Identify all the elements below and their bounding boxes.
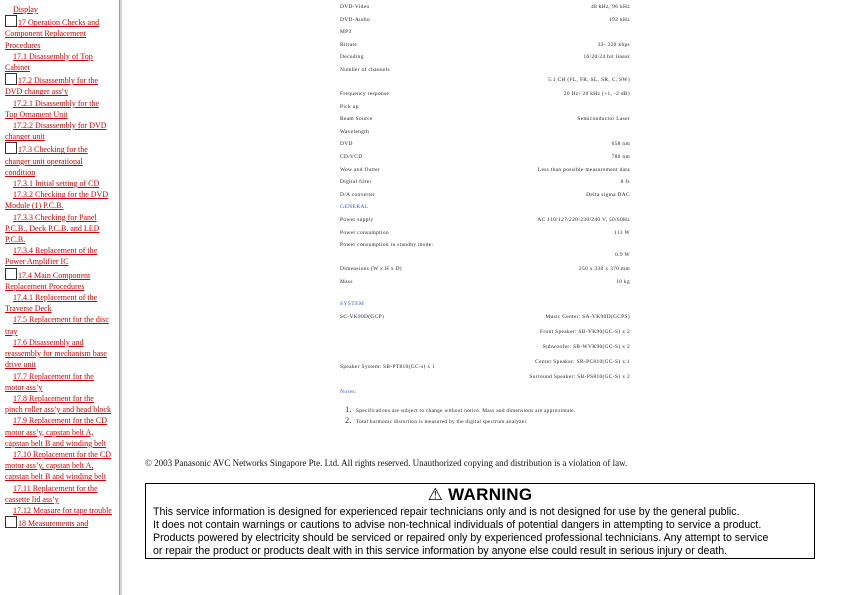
- warning-title-text: WARNING: [448, 485, 533, 504]
- spec-value: 20 Hz- 20 kHz (+1, -2 dB): [563, 90, 630, 97]
- spec-label: DVD: [340, 141, 353, 148]
- note-item: 1. Specifications are subject to change without notice. Mass and dimensions are approximate.: [354, 405, 630, 414]
- spec-row: [340, 112, 630, 125]
- spec-label: MP3: [340, 29, 352, 36]
- spec-value: 658 nm: [611, 141, 630, 148]
- spec-row: [340, 275, 630, 288]
- toc-link[interactable]: [5, 51, 113, 73]
- spec-label: Wow and flutter: [340, 166, 381, 173]
- spec-row: [340, 238, 630, 262]
- spec-label: Digital filter: [340, 179, 372, 186]
- spec-label: Power supply: [340, 216, 374, 223]
- spec-label: D/A converter: [340, 191, 376, 198]
- spec-row: [340, 100, 630, 113]
- warning-title: [146, 485, 814, 505]
- toc-checkbox-icon[interactable]: [5, 15, 17, 27]
- spec-label: Wavelength: [340, 128, 370, 135]
- spacer: [340, 287, 630, 297]
- spec-value: Delta sigma DAC: [586, 191, 630, 198]
- toc-list: [5, 4, 113, 529]
- toc-link[interactable]: [5, 415, 113, 449]
- toc-checkbox-icon[interactable]: [5, 142, 17, 154]
- toc-link[interactable]: [5, 212, 113, 246]
- warning-line: Products powered by electricity should be serviced or repaired only by experienced professional technicians. Any attempt to service: [153, 532, 769, 544]
- spec-row: [340, 38, 630, 51]
- spec-value: 780 nm: [611, 153, 630, 160]
- toc-link[interactable]: [5, 292, 113, 314]
- warning-box: [145, 483, 815, 559]
- spec-value: Semiconductor Laser: [577, 116, 630, 123]
- warning-line: It does not contain warnings or cautions to advise non-technical individuals of potential dangers in attempting to service a product.: [153, 519, 762, 531]
- spec-label: Dimensions (W x H x D): [340, 266, 402, 273]
- spec-value: 48 kHz, 96 kHz: [590, 4, 630, 10]
- spec-value: 32- 320 kbps: [597, 41, 630, 48]
- toc-link[interactable]: [5, 245, 113, 267]
- toc-link-text: 17.8 Replacement for the pinch roller ass’y and head block: [5, 393, 111, 415]
- spec-value: Less than possible measurement data: [537, 166, 630, 173]
- toc-link[interactable]: [5, 73, 113, 97]
- toc-link-text: 17.2.1 Disassembly for the Top Ornament Unit: [5, 98, 99, 119]
- warning-line: or repair the product or products dealt with in this service information by anyone else could result in serious injury or death.: [153, 545, 728, 557]
- note-item: 2. Total harmonic distortion is measured by the digital spectrum analyzer.: [354, 416, 630, 425]
- toc-link-text: 17.11 Replacement for the cassette lid ass’y: [5, 483, 98, 504]
- spec-label: Pick up: [340, 103, 359, 110]
- toc-link[interactable]: [5, 120, 113, 142]
- specifications-table: [340, 0, 630, 427]
- toc-link-text: 17.7 Replacement for the motor ass’y: [5, 371, 94, 392]
- toc-link-text: 17.3.4 Replacement of the Power Amplifier IC: [5, 246, 98, 267]
- spec-value: 8 fs: [620, 179, 630, 186]
- toc-link[interactable]: [5, 15, 113, 51]
- toc-link[interactable]: [5, 371, 113, 393]
- toc-link[interactable]: [5, 178, 113, 189]
- toc-checkbox-icon[interactable]: [5, 73, 17, 85]
- toc-link-text: 18 Measurements and: [18, 519, 89, 529]
- toc-navigation-frame: [0, 0, 118, 595]
- notes-list: [354, 405, 630, 425]
- system-heading-row: [340, 297, 630, 310]
- toc-link-text: 17.2 Disassembly for the DVD changer ass’y: [5, 76, 98, 97]
- spec-row: [340, 87, 630, 100]
- spec-value: 192 kHz: [609, 16, 630, 23]
- toc-link[interactable]: [5, 4, 113, 15]
- warning-text: [153, 506, 814, 558]
- system-heading: SYSTEM: [340, 301, 365, 308]
- toc-link[interactable]: [5, 505, 113, 516]
- section-heading: GENERAL: [340, 204, 369, 211]
- toc-link-text: 17.6 Disassembly and reassembly for mechanism base drive unit: [5, 337, 107, 370]
- section-heading-row: [340, 200, 630, 213]
- toc-link[interactable]: [5, 98, 113, 120]
- spec-row: [340, 163, 630, 176]
- spec-value: 250 x 330 x 370 mm: [578, 266, 630, 273]
- toc-link[interactable]: [5, 393, 113, 415]
- frame-divider[interactable]: [119, 0, 122, 595]
- spec-label: DVD-Video: [340, 4, 370, 10]
- notes-heading: Notes:: [340, 388, 357, 395]
- toc-link[interactable]: [5, 314, 113, 336]
- system-model: SC-VK90D(GCP): [340, 313, 385, 320]
- toc-link[interactable]: [5, 449, 113, 483]
- toc-link[interactable]: [5, 189, 113, 211]
- spec-row: [340, 226, 630, 239]
- spec-value: AC 110/127/220-230/240 V, 50/60Hz: [537, 216, 630, 223]
- spec-value: 10 kg: [616, 278, 630, 285]
- spec-label: CD/VCD: [340, 153, 363, 160]
- toc-link-text: 17.2.2 Disassembly for DVD changer unit: [5, 121, 107, 142]
- speaker-system-label: Speaker System: SB-PT810(GC-s) x 1: [340, 363, 436, 370]
- toc-link[interactable]: [5, 142, 113, 178]
- spec-row: [340, 262, 630, 275]
- warning-line: This service information is designed for experienced repair technicians only and is not designed for use by the general public.: [153, 506, 740, 518]
- toc-checkbox-icon[interactable]: [5, 516, 17, 528]
- toc-link-text: 17.1 Disassembly of Top Cabinet: [5, 51, 93, 73]
- spec-label: Power consumption in standby mode:: [340, 242, 434, 249]
- speaker-item: Front Speaker: SB-VK90(GC-S) x 2: [540, 328, 630, 335]
- spec-row: [340, 13, 630, 26]
- spec-row: [340, 0, 630, 13]
- spec-label: Number of channels: [340, 66, 391, 73]
- toc-link-text: 17.10 Replacement for the CD motor ass’y, capstan belt A, capstan belt B and winding belt: [5, 449, 111, 482]
- spec-value: 16/20/24 bit linear: [583, 54, 630, 61]
- spec-label: Power consumption: [340, 229, 389, 236]
- toc-link-text: 17.4 Main Component Replacement Procedures: [5, 270, 91, 291]
- speaker-item: Subwoofer: SB-WVK90(GC-S) x 2: [542, 343, 630, 350]
- spec-row: [340, 150, 630, 163]
- toc-link-text: 17 Operation Checks and Component Replacement Procedures: [5, 18, 100, 50]
- speaker-item: Music Center: SA-VK90D(GCPS): [545, 313, 630, 320]
- toc-link[interactable]: [5, 516, 113, 529]
- spec-label: Frequency response: [340, 90, 390, 97]
- copyright-notice: © 2003 Panasonic AVC Networks Singapore Pte. Ltd. All rights reserved. Unauthorized copying and distribution is a violation of law.: [145, 458, 628, 468]
- toc-link[interactable]: [5, 483, 113, 505]
- spec-row: [340, 63, 630, 87]
- spec-label: Bitrate: [340, 41, 358, 48]
- speaker-item: Surround Speaker: SB-PS810(GC-S) x 2: [529, 373, 630, 380]
- spec-row: [340, 213, 630, 226]
- spec-value: 5.1 CH (FL, FR, SL, SR, C, SW): [548, 76, 630, 83]
- toc-link-text: 17.3 Checking for the changer unit operational condition: [5, 145, 88, 177]
- spec-row: [340, 125, 630, 138]
- spec-row: [340, 175, 630, 188]
- warning-triangle-icon: ⚠: [427, 485, 444, 504]
- spec-row: [340, 188, 630, 201]
- toc-link-text: 17.3.1 Initial setting of CD: [13, 179, 100, 189]
- spec-value: 113 W: [614, 229, 630, 236]
- spec-row: [340, 50, 630, 63]
- toc-link-text: 17.3.3 Checking for Panel P.C.B., Deck P.C.B. and LED P.C.B.: [5, 212, 100, 245]
- speaker-item: Center Speaker: SB-PC810(GC-S) x 1: [535, 358, 630, 365]
- spec-row: [340, 25, 630, 38]
- toc-link-text: 17.4.1 Replacement of the Traverse Deck: [5, 293, 98, 314]
- toc-link[interactable]: [5, 268, 113, 292]
- spec-label: DVD-Audio: [340, 16, 371, 23]
- spec-rows: [340, 0, 630, 287]
- spec-row: [340, 137, 630, 150]
- spec-label: Mass: [340, 278, 353, 285]
- toc-link-text: Display: [13, 5, 38, 14]
- spec-value: 0.9 W: [615, 252, 630, 259]
- spec-label: Decoding: [340, 54, 364, 61]
- toc-link-text: 17.3.2 Checking for the DVD Module (1) P.C.B.: [5, 190, 109, 211]
- toc-link-text: 17.9 Replacement for the CD motor ass’y, capstan belt A, capstan belt B and winding belt: [5, 416, 107, 448]
- toc-link-text: 17.5 Replacement for the disc tray: [5, 315, 109, 336]
- toc-link-text: 17.12 Measure for tape trouble: [13, 505, 112, 515]
- spec-label: Beam Source: [340, 116, 373, 123]
- toc-checkbox-icon[interactable]: [5, 268, 17, 280]
- system-composition: [340, 310, 630, 383]
- toc-link[interactable]: [5, 337, 113, 371]
